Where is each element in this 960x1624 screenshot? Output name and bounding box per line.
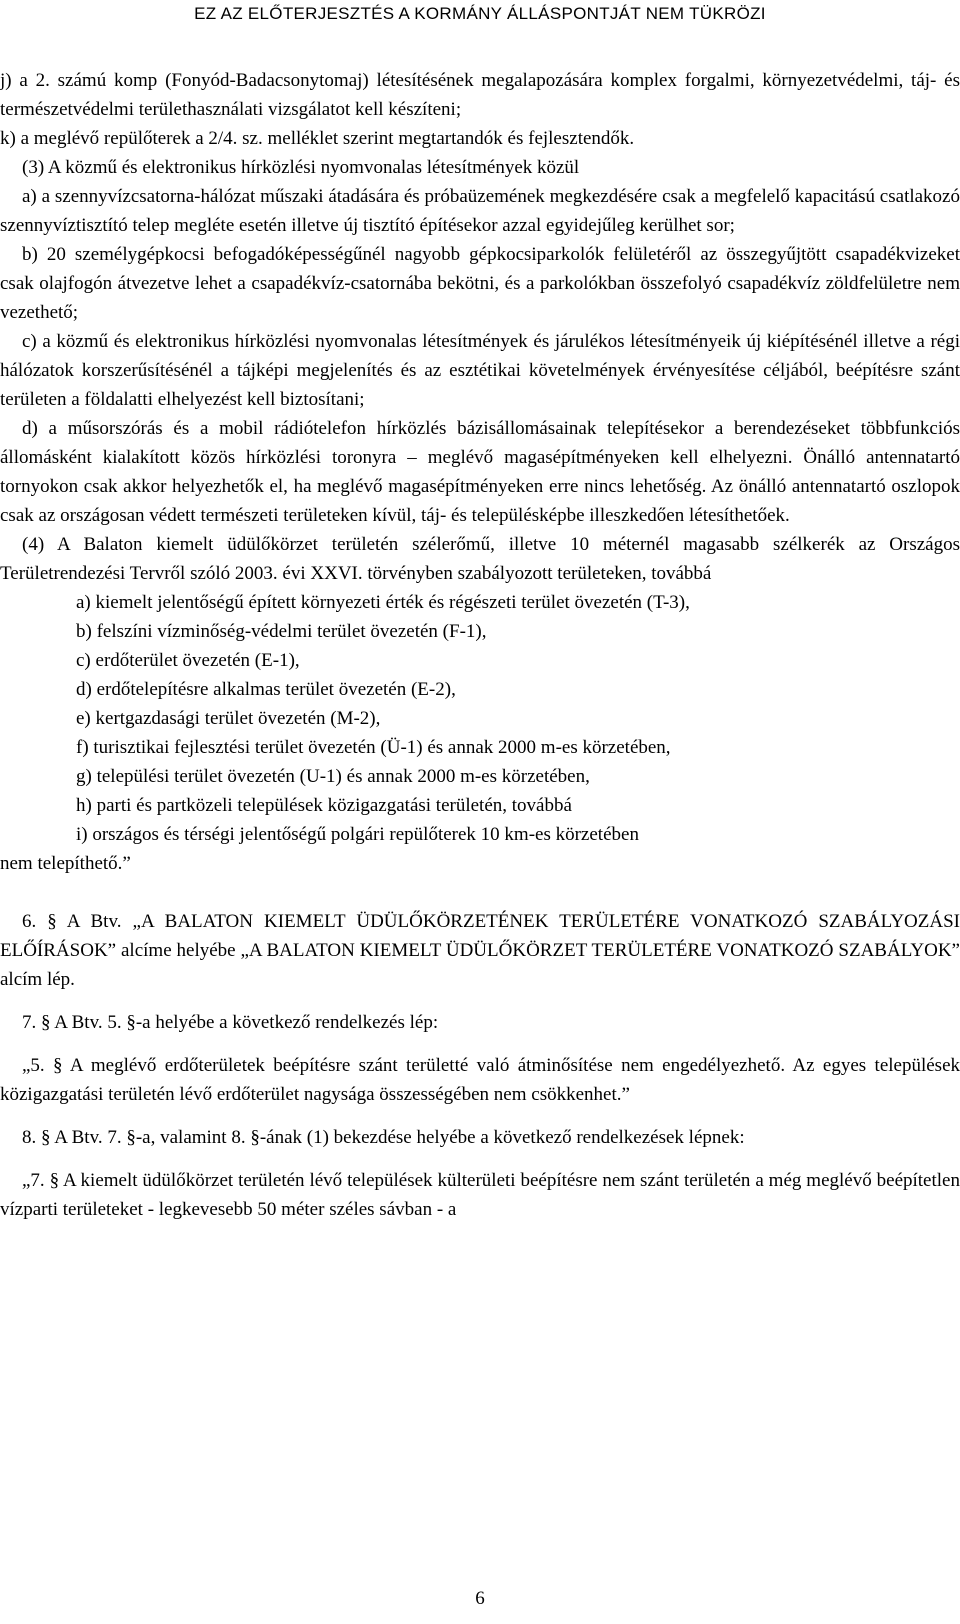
section-7: 7. § A Btv. 5. §-a helyébe a következő rendelkezés lép: (22, 1012, 439, 1033)
paragraph-4-list (0, 588, 960, 849)
paragraph-j: j) a 2. számú komp (Fonyód-Badacsonytomaj) létesítésének megalapozására komplex forgalmi, környezetvédelmi, táj- és természetvédelmi területhasználati vizsgálatot kell készíteni; (0, 70, 960, 120)
document-body (0, 66, 960, 1224)
paragraph-3: (3) A közmű és elektronikus hírközlési nyomvonalas létesítmények közül (22, 157, 580, 178)
paragraph-3d: d) a műsorszórás és a mobil rádiótelefon hírközlés bázisállomásainak telepítésekor a berendezéseket többfunkciós állomásként kialakított közös hírközlési toronyra – meglévő magasépítményeken kell elhelyezni. Önálló antennatartó tornyokon csak akkor helyezhetők el, ha meglévő magasépítményeken erre nincs lehetőség. Az önálló antennatartó oszlopok csak az országosan védett természeti területeken kívül, táj- és településképbe illeszkedően létesíthetőek. (0, 418, 960, 526)
paragraph-4: (4) A Balaton kiemelt üdülőkörzet területén szélerőmű, illetve 10 méternél magasabb szélkerék az Országos Területrendezési Tervről szóló 2003. évi XXVI. törvényben szabályozott területeken, továbbá (0, 534, 960, 584)
paragraph-3c: c) a közmű és elektronikus hírközlési nyomvonalas létesítmények és járulékos létesítményeik új kiépítésénél illetve a régi hálózatok korszerűsítésénél a tájképi megjelenítés és az esztétikai követelmények érvényesítése céljából, beépítésre szánt területen a földalatti elhelyezést kell biztosítani; (0, 331, 960, 410)
list-item: g) települési terület övezetén (U-1) és annak 2000 m-es körzetében, (76, 766, 590, 787)
document-header: EZ AZ ELŐTERJESZTÉS A KORMÁNY ÁLLÁSPONTJÁT NEM TÜKRÖZI (194, 4, 766, 23)
paragraph-k: k) a meglévő repülőterek a 2/4. sz. melléklet szerint megtartandók és fejlesztendők. (0, 128, 635, 149)
list-item: f) turisztikai fejlesztési terület övezetén (Ü-1) és annak 2000 m-es körzetében, (76, 737, 671, 758)
section-8-text: „7. § A kiemelt üdülőkörzet területén lévő települések külterületi beépítésre nem szánt területén a még meglévő beépítetlen vízparti területeket - legkevesebb 50 méter széles sávban - a (0, 1170, 960, 1220)
page-number: 6 (475, 1588, 485, 1609)
paragraph-3a: a) a szennyvízcsatorna-hálózat műszaki átadására és próbaüzemének megkezdésére csak a megfelelő kapacitású csatlakozó szennyvíztisztító telep megléte esetén illetve új tisztító építésekor azzal egyidejűleg kerülhet sor; (0, 186, 960, 236)
section-6: 6. § A Btv. „A BALATON KIEMELT ÜDÜLŐKÖRZETÉNEK TERÜLETÉRE VONATKOZÓ SZABÁLYOZÁSI ELŐÍRÁSOK” alcíme helyébe „A BALATON KIEMELT ÜDÜLŐKÖRZET TERÜLETÉRE VONATKOZÓ SZABÁLYOK” alcím lép. (0, 911, 960, 990)
paragraph-3b: b) 20 személygépkocsi befogadóképességűnél nagyobb gépkocsiparkolók felületéről az összegyűjtött csapadékvizeket csak olajfogón átvezetve lehet a csapadékvíz-csatornába bekötni, és a parkolókban összefolyó csapadékvíz zöldfelületre nem vezethető; (0, 244, 960, 323)
paragraph-4-end: nem telepíthető.” (0, 853, 131, 874)
section-8: 8. § A Btv. 7. §-a, valamint 8. §-ának (1) bekezdése helyébe a következő rendelkezések lépnek: (22, 1127, 745, 1148)
list-item: b) felszíni vízminőség-védelmi terület övezetén (F-1), (76, 621, 487, 642)
list-item: d) erdőtelepítésre alkalmas terület övezetén (E-2), (76, 679, 456, 700)
section-7-text: „5. § A meglévő erdőterületek beépítésre szánt területté való átminősítése nem engedélyezhető. Az egyes települések közigazgatási területén lévő erdőterület nagysága összességében nem csökkenhet.” (0, 1055, 960, 1105)
list-item: h) parti és partközeli települések közigazgatási területén, továbbá (76, 795, 572, 816)
list-item: c) erdőterület övezetén (E-1), (76, 650, 300, 671)
list-item: i) országos és térségi jelentőségű polgári repülőterek 10 km-es körzetében (76, 824, 639, 845)
list-item: e) kertgazdasági terület övezetén (M-2), (76, 708, 381, 729)
list-item: a) kiemelt jelentőségű épített környezeti érték és régészeti terület övezetén (T-3), (76, 592, 690, 613)
